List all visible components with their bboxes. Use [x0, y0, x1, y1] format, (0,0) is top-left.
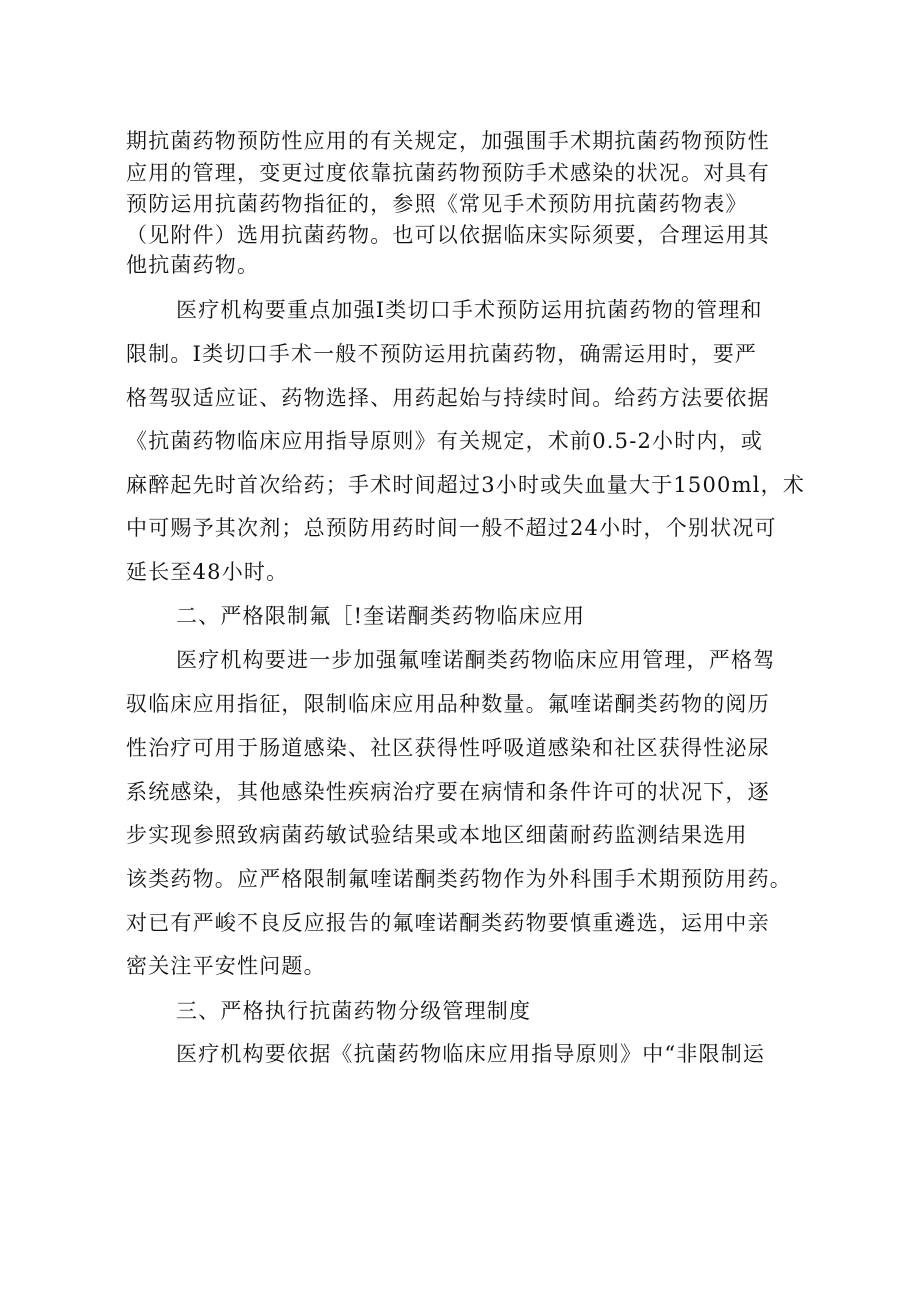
text-line: 步实现参照致病菌药敏试验结果或本地区细菌耐药监测结果选用	[126, 823, 748, 847]
paragraph-first-line: 医疗机构要依据《抗菌药物临床应用指导原则》中“非限制运	[176, 1042, 766, 1066]
text-line: 对已有严峻不良反应报告的氟喹诺酮类药物要慎重遴选，运用中亲	[126, 911, 770, 935]
text-line: 性治疗可用于肠道感染、社区获得性呼吸道感染和社区获得性泌尿	[126, 736, 770, 760]
text-line: 驭临床应用指征，限制临床应用品种数量。氟喹诺酮类药物的阅历	[126, 692, 770, 716]
text-line: 中可赐予其次剂；总预防用药时间一般不超过24小时，个别状况可	[126, 516, 777, 540]
text-line: 他抗菌药物。	[126, 253, 260, 277]
text-line: 应用的管理，变更过度依靠抗菌药物预防手术感染的状况。对具有	[126, 161, 770, 185]
section-heading: 三、严格执行抗菌药物分级管理制度	[176, 999, 532, 1023]
paragraph-first-line: 医疗机构要进一步加强氟喹诺酮类药物临床应用管理，严格驾	[176, 648, 776, 672]
text-line: 麻醉起先时首次给药；手术时间超过3小时或失血量大于1500ml，术	[126, 473, 806, 497]
text-line: 期抗菌药物预防性应用的有关规定，加强围手术期抗菌药物预防性	[126, 129, 770, 153]
text-line: 格驾驭适应证、药物选择、用药起始与持续时间。给药方法要依据	[126, 386, 770, 410]
text-line: 延长至48小时。	[126, 560, 289, 584]
text-line: 系统感染，其他感染性疾病治疗要在病情和条件许可的状况下，逐	[126, 780, 770, 804]
text-line: 密关注平安性问题。	[126, 954, 326, 978]
text-line: 《抗菌药物临床应用指导原则》有关规定，术前0.5-2小时内，或	[126, 429, 764, 453]
text-line: 该类药物。应严格限制氟喹诺酮类药物作为外科围手术期预防用药。	[126, 867, 792, 891]
text-line: 限制。I类切口手术一般不预防运用抗菌药物，确需运用时，要严	[126, 342, 758, 366]
text-line: （见附件）选用抗菌药物。也可以依据临床实际须要，合理运用其	[126, 223, 770, 247]
text-line: 预防运用抗菌药物指征的，参照《常见手术预防用抗菌药物表》	[126, 192, 748, 216]
section-heading: 二、严格限制氟［!奎诺酮类药物临床应用	[176, 604, 586, 628]
paragraph-first-line: 医疗机构要重点加强I类切口手术预防运用抗菌药物的管理和	[176, 298, 763, 322]
